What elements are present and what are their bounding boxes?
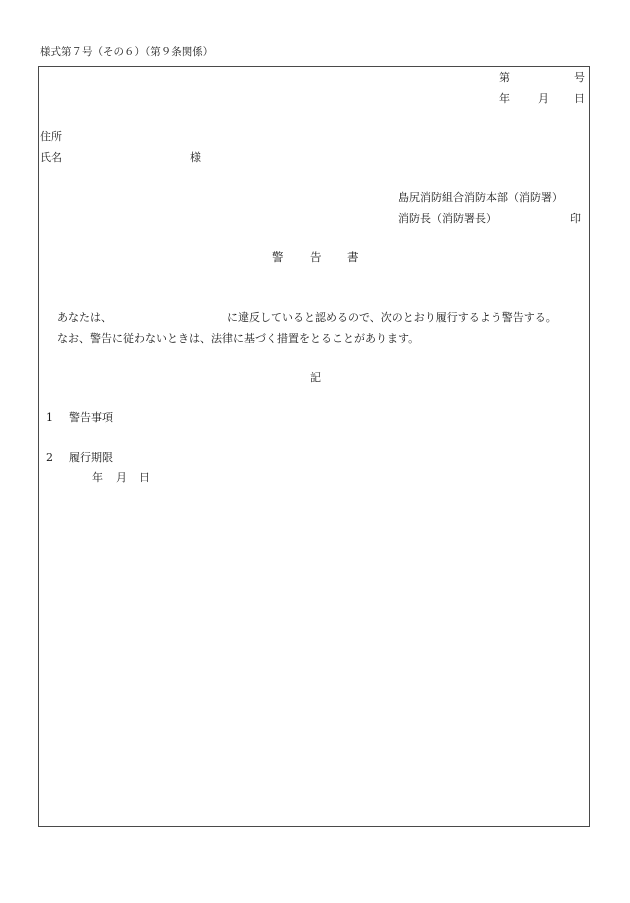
ki-heading: 記 [310, 371, 321, 384]
body-line1-start: あなたは、 [57, 311, 112, 324]
item-1-label: 警告事項 [69, 411, 113, 424]
seal-mark: 印 [570, 212, 581, 225]
issuer-organization: 島尻消防組合消防本部（消防署） [398, 191, 563, 204]
honorific: 様 [190, 151, 201, 164]
title-char-1: 警 [272, 250, 284, 264]
deadline-year: 年 [92, 471, 103, 484]
deadline-month: 月 [116, 471, 127, 484]
item-2-number: 2 [46, 451, 53, 464]
form-number: 様式第７号（その６）（第９条関係） [40, 46, 214, 58]
title-char-3: 書 [347, 250, 359, 264]
title-char-2: 告 [310, 250, 322, 264]
date-year: 年 [499, 92, 510, 105]
issuer-title: 消防長（消防署長） [398, 212, 497, 225]
doc-number-suffix: 号 [574, 71, 585, 84]
date-month: 月 [538, 92, 549, 105]
doc-number-prefix: 第 [499, 71, 510, 84]
name-label: 氏名 [40, 151, 62, 164]
address-label: 住所 [40, 130, 62, 143]
deadline-day: 日 [139, 471, 150, 484]
document-frame [38, 66, 590, 827]
date-day: 日 [574, 92, 585, 105]
body-line1-end: に違反していると認めるので、次のとおり履行するよう警告する。 [227, 311, 557, 324]
item-1-number: 1 [46, 411, 53, 424]
item-2-label: 履行期限 [69, 451, 113, 464]
body-line2: なお、警告に従わないときは、法律に基づく措置をとることがあります。 [57, 332, 420, 345]
